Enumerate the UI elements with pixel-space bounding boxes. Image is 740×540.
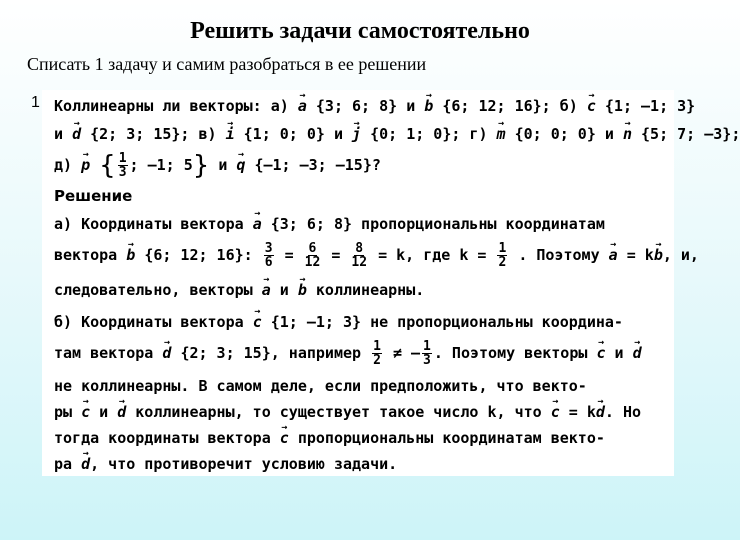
vector-a: → a — [253, 215, 262, 233]
vector-b: → b — [654, 246, 663, 264]
text-fragment: ; –1; 5 — [129, 156, 193, 174]
text-fragment: а) Координаты вектора — [54, 215, 244, 233]
text-fragment: . Поэтому — [518, 246, 600, 264]
fraction-numerator: 1 — [498, 241, 507, 256]
fraction-numerator: 1 — [118, 151, 127, 166]
text-fragment: {6; 12; 16}; б) — [442, 97, 578, 115]
text-fragment: и — [99, 403, 109, 421]
vector-q: → q — [236, 156, 245, 174]
text-fragment: {–1; –3; –15}? — [254, 156, 381, 174]
vector-c: → c — [81, 403, 90, 421]
text-fragment: {1; –1; 3} не пропорциональны координа- — [270, 313, 623, 331]
vector-d: → d — [72, 125, 81, 143]
text-fragment: и — [614, 344, 624, 362]
fraction-numerator: 6 — [308, 241, 317, 256]
text-fragment: {1; –1; 3} — [604, 97, 696, 115]
fraction-6-12 — [305, 242, 321, 269]
solution-a-line-1 — [54, 214, 605, 234]
text-fragment: = k — [568, 403, 596, 421]
solution-heading: Решение — [54, 187, 133, 205]
problem-line-3 — [54, 152, 381, 179]
fraction-denominator: 3 — [423, 353, 431, 368]
solution-b-line-4 — [54, 402, 641, 422]
text-fragment: вектора — [54, 246, 118, 264]
solution-a-line-2 — [54, 242, 699, 269]
text-fragment: , что противоречит условию задачи. — [90, 455, 398, 473]
text-fragment: ра — [54, 455, 73, 473]
fraction-1-2-b — [372, 340, 382, 367]
vector-i: → i — [226, 125, 235, 143]
problem-line-1 — [54, 96, 695, 116]
text-fragment: = k — [626, 246, 654, 264]
solution-b-line-3: не коллинеарны. В самом деле, если предположить, что векто- — [54, 377, 587, 395]
text-fragment: {6; 12; 16}: — [144, 246, 253, 264]
fraction-denominator: 2 — [498, 255, 507, 270]
text-fragment: там вектора — [54, 344, 154, 362]
right-brace: } — [192, 150, 210, 181]
text-fragment: коллинеарны, то существует такое число k, что — [135, 403, 542, 421]
fraction-8-12 — [351, 242, 367, 269]
vector-d: → d — [81, 455, 90, 473]
text-fragment: следовательно, векторы — [54, 281, 253, 299]
text-fragment: {1; 0; 0} и — [243, 125, 343, 143]
text-fragment: коллинеарны. — [315, 281, 425, 299]
solution-b-line-5 — [54, 428, 605, 448]
vector-n: → n — [623, 125, 632, 143]
solution-b-line-6 — [54, 454, 397, 474]
text-fragment: {3; 6; 8} пропорциональны координатам — [270, 215, 605, 233]
vector-b: → b — [126, 246, 135, 264]
text-fragment: и — [279, 281, 289, 299]
text-fragment: ры — [54, 403, 73, 421]
text-fragment: {0; 0; 0} и — [514, 125, 614, 143]
left-brace: { — [99, 150, 116, 181]
vector-d: → d — [596, 403, 605, 421]
vector-b: → b — [298, 281, 307, 299]
vector-c: → c — [551, 403, 560, 421]
vector-d: → d — [162, 344, 171, 362]
problem-panel — [42, 90, 740, 476]
text-fragment: пропорциональны координатам векто- — [297, 429, 605, 447]
vector-j: → j — [352, 125, 361, 143]
fraction-1-3 — [422, 340, 432, 367]
text-fragment: = — [331, 246, 341, 264]
text-fragment: . Поэтому векторы — [433, 344, 588, 362]
page-subtitle: Списать 1 задачу и самим разобраться в ее решении — [27, 54, 427, 74]
text-fragment: Коллинеарны ли векторы: а) — [54, 97, 289, 115]
vector-a: → a — [609, 246, 618, 264]
problem-line-2 — [54, 124, 740, 144]
vector-c: → c — [587, 97, 596, 115]
text-fragment: = — [284, 246, 294, 264]
vector-a: → a — [262, 281, 271, 299]
fraction-denominator: 12 — [351, 255, 368, 270]
fraction-denominator: 12 — [304, 255, 321, 270]
solution-b-line-2 — [54, 340, 642, 367]
solution-b-line-1 — [54, 312, 623, 332]
fraction-denominator: 2 — [373, 353, 381, 368]
fraction-one-third — [118, 152, 128, 179]
text-fragment: тогда координаты вектора — [54, 429, 271, 447]
fraction-numerator: 1 — [423, 339, 431, 354]
vector-c: → c — [280, 429, 289, 447]
page-title: Решить задачи самостоятельно — [190, 18, 530, 44]
text-fragment: б) Координаты вектора — [54, 313, 244, 331]
solution-a-line-3 — [54, 280, 424, 300]
fraction-1-2 — [497, 242, 507, 269]
text-fragment: {2; 3; 15}; в) — [90, 125, 217, 143]
vector-a: → a — [298, 97, 307, 115]
text-fragment: и — [54, 125, 64, 143]
vector-p: → p — [81, 156, 90, 174]
text-fragment: д) — [54, 156, 73, 174]
fraction-denominator: 6 — [264, 255, 273, 270]
text-fragment: {2; 3; 15}, например — [180, 344, 362, 362]
task-number: 1 — [31, 94, 40, 111]
text-fragment: . Но — [604, 403, 642, 421]
vector-c: → c — [596, 344, 605, 362]
text-fragment: {5; 7; –3}; — [641, 125, 740, 143]
fraction-numerator: 3 — [264, 241, 273, 256]
vector-d: → d — [117, 403, 126, 421]
text-fragment: = k, где k = — [378, 246, 487, 264]
vector-d: → d — [633, 344, 642, 362]
text-fragment: ≠ – — [392, 344, 421, 362]
fraction-numerator: 1 — [373, 339, 381, 354]
text-fragment: {3; 6; 8} и — [315, 97, 416, 115]
fraction-denominator: 3 — [118, 165, 127, 180]
fraction-3-6 — [264, 242, 274, 269]
vector-c: → c — [253, 313, 262, 331]
text-fragment: {0; 1; 0}; г) — [370, 125, 488, 143]
text-fragment: и — [218, 156, 228, 174]
fraction-numerator: 8 — [355, 241, 364, 256]
vector-b: → b — [424, 97, 433, 115]
vector-m: → m — [497, 125, 506, 143]
text-fragment: , и, — [662, 246, 699, 264]
